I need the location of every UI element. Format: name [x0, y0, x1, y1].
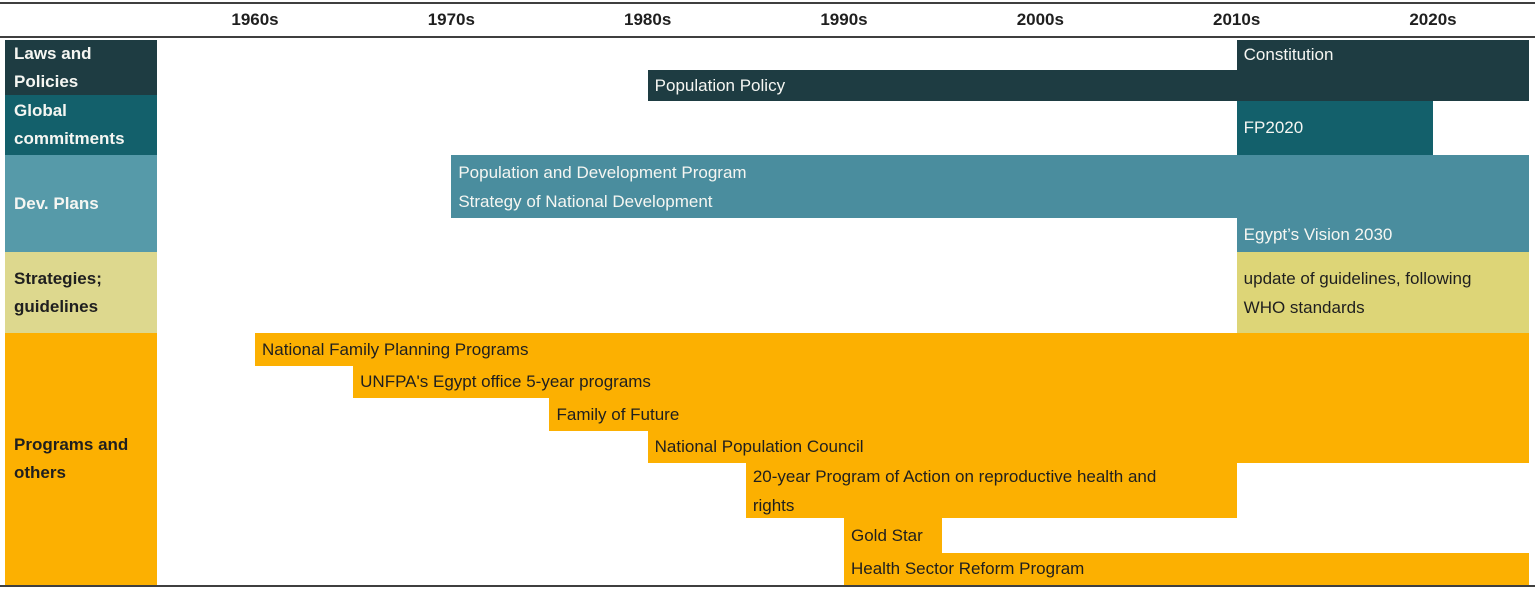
- bar-label-line: Constitution: [1243, 45, 1334, 64]
- bar-label-line: UNFPA's Egypt office 5-year programs: [360, 372, 651, 391]
- sidebar-label-line: Laws and: [14, 43, 92, 63]
- border-line-0: [0, 2, 1535, 4]
- bar-label-line: Health Sector Reform Program: [850, 559, 1085, 578]
- sidebar-label-line: Dev. Plans: [14, 193, 99, 213]
- timeline-bar-family-of-future: [549, 398, 1529, 431]
- sidebar-label-line: Programs and: [14, 435, 129, 454]
- sidebar-label-line: commitments: [14, 129, 125, 148]
- timeline-bar-update-of-guidelines-who: [1237, 252, 1529, 333]
- timeline-bar-egypts-vision-2030: [1237, 218, 1529, 252]
- axis-label-1970s: 1970s: [427, 10, 475, 29]
- sidebar-item-strategies-guidelines: [5, 252, 157, 333]
- axis-label-2020s: 2020s: [1409, 10, 1457, 29]
- timeline-bar-20-year-program-of-action: [746, 463, 1237, 518]
- timeline-bar-unfpa-egypt-office-5-year-programs: [353, 366, 1529, 398]
- bar-label-line: FP2020: [1243, 118, 1304, 137]
- sidebar-label-line: guidelines: [14, 296, 99, 316]
- timeline-bar-national-family-planning-programs: [255, 333, 1529, 366]
- sidebar-item-laws-and-policies: [5, 40, 157, 95]
- sidebar-label-line: Global: [14, 101, 67, 120]
- sidebar-item-programs-and-others: [5, 333, 157, 585]
- bar-label-line: WHO standards: [1243, 297, 1365, 317]
- bar-label-line: rights: [752, 495, 795, 515]
- timeline-bar-gold-star: [844, 518, 942, 553]
- timeline-bar-health-sector-reform-program: [844, 553, 1529, 585]
- bar-label-line: Egypt’s Vision 2030: [1243, 225, 1393, 244]
- bar-label-line: Population Policy: [654, 75, 786, 95]
- sidebar-label-line: Policies: [14, 71, 79, 91]
- timeline-bar-national-population-council: [648, 431, 1529, 463]
- axis-label-2010s: 2010s: [1213, 10, 1261, 29]
- timeline-bar-constitution: [1237, 40, 1529, 70]
- border-line-2: [0, 585, 1535, 587]
- bar-label-line: update of guidelines, following: [1243, 268, 1472, 288]
- timeline-bar-population-and-development-program: [451, 155, 1529, 218]
- axis-label-1980s: 1980s: [624, 10, 672, 29]
- bar-label-line: Family of Future: [556, 404, 680, 424]
- timeline-bar-population-policy: [648, 70, 1529, 101]
- bar-label-line: National Population Council: [654, 437, 864, 456]
- timeline-bar-fp2020: [1237, 101, 1433, 155]
- axis-label-1990s: 1990s: [820, 10, 868, 29]
- sidebar-item-dev-plans: [5, 155, 157, 252]
- axis-label-1960s: 1960s: [231, 10, 279, 29]
- bar-label-line: 20-year Program of Action on reproductive health and: [752, 466, 1157, 486]
- axis-label-2000s: 2000s: [1016, 10, 1064, 29]
- bar-label-line: Gold Star: [850, 525, 923, 545]
- sidebar-item-global-commitments: [5, 95, 157, 155]
- bar-label-line: Population and Development Program: [458, 162, 747, 182]
- border-line-1: [0, 36, 1535, 38]
- bar-label-line: National Family Planning Programs: [262, 339, 529, 359]
- bar-label-line: Strategy of National Development: [458, 191, 713, 211]
- sidebar-label-line: others: [14, 463, 66, 482]
- sidebar-label-line: Strategies;: [14, 268, 102, 288]
